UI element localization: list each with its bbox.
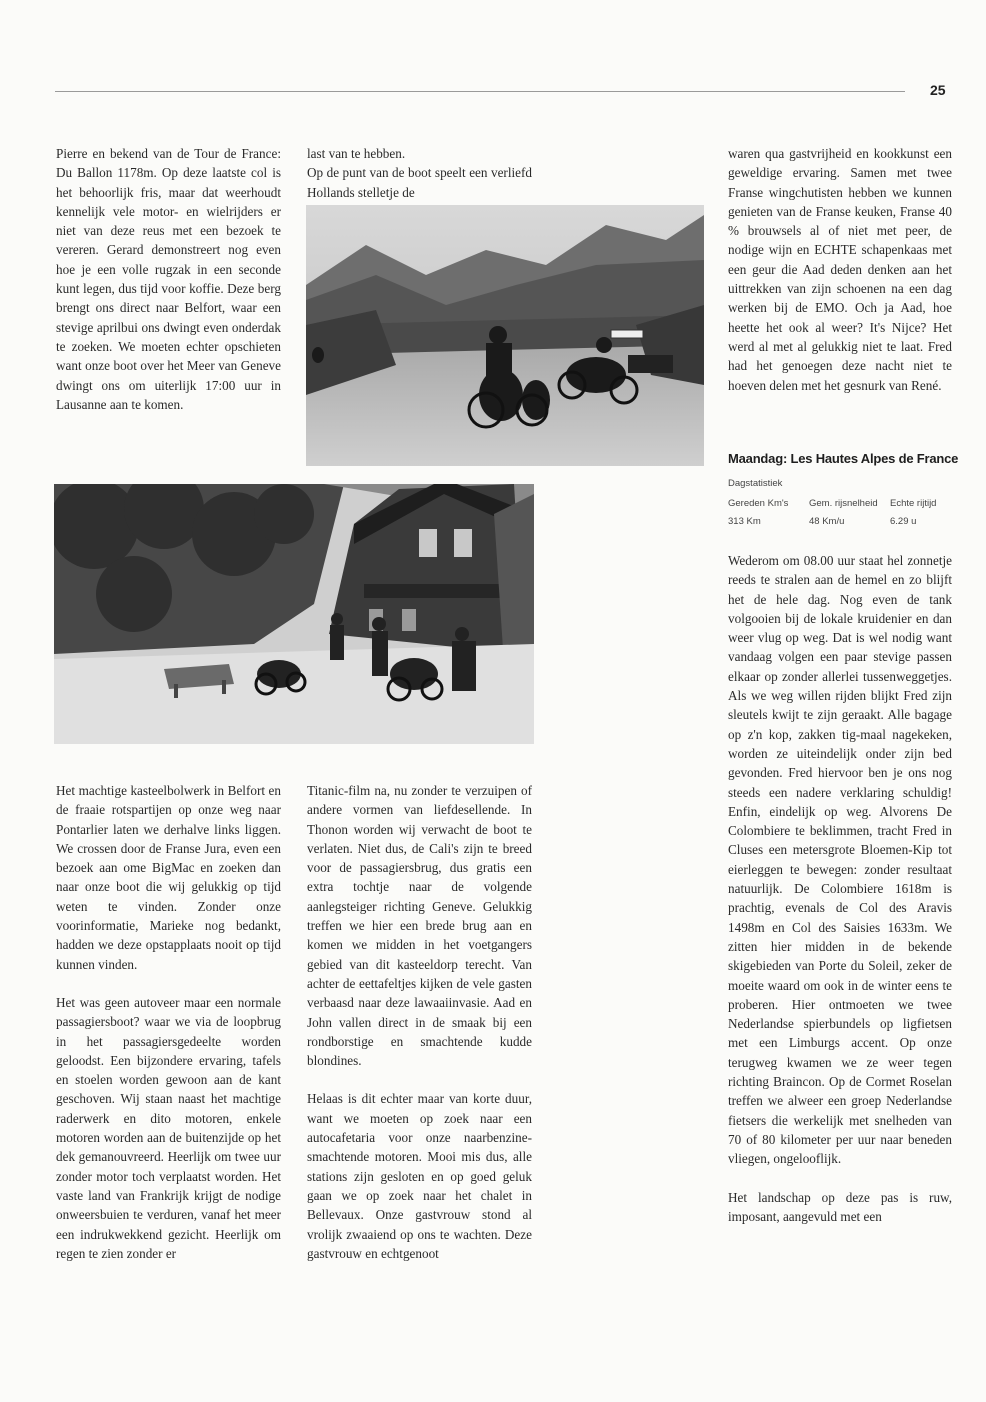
photo-chalet-graphic bbox=[54, 484, 534, 744]
column-1-top bbox=[56, 144, 281, 414]
paragraph: Titanic-film na, nu zonder te verzuipen of andere vormen van liefdesellende. In Thonon worden wij verwacht de boot te verlaten. Niet dus, de Cali's zijn te breed voor de passagiersbrug, dus gratis een extra tochtje naar de volgende aanlegsteiger richting Geneve. Gelukkig treffen we hier een brede brug aan en komen we midden in het voetgangers gebied van dit kasteeldorp terecht. Van achter de eettafeltjes kijken de vele gasten verbaasd naar deze lawaaiinvasie. Aad en John vallen direct in de smaak bij een rondborstige en smachtende kudde blondines. bbox=[307, 783, 532, 1069]
paragraph: waren qua gastvrijheid en kookkunst een geweldige ervaring. Samen met twee Franse wingchutisten hebben we kunnen genieten van de Franse keuken, Franse 40 % brouwsels al of niet met peer, de nodige wijn en ECHTE schapenkaas met een geur die Aad deden denken aan het uittrekken van zijn schoenen na een dag werken bij de EMO. Och ja Aad, hoe heette het ook al weer? It's Nijce? Het werd al met al gelukkig niet te laat. Fred had het genoegen deze nacht niet te hoeven delen met het gesnurk van René. bbox=[728, 146, 952, 393]
page-number: 25 bbox=[930, 82, 946, 98]
photo-chalet-motorcycles bbox=[54, 484, 534, 744]
day-stats bbox=[728, 477, 971, 531]
stats-header: Gem. rijsnelheid bbox=[809, 498, 878, 509]
stats-header-row bbox=[728, 495, 971, 513]
column-2-bottom bbox=[307, 781, 532, 1263]
column-3-top bbox=[728, 144, 952, 395]
paragraph: Het landschap op deze pas is ruw, imposant, aangevuld met een bbox=[728, 1189, 952, 1224]
paragraph: Wederom om 08.00 uur staat hel zonnetje reeds te stralen aan de hemel en zo blijft het de hele dag. Nog even de tank volgooien bij de lokale kruidenier en dan weer vlug op weg. Dat is wel nodig want vandaag volgen een paar stevige passen elkaar op zonder allerlei tussenweggetjes. Als we weg willen rijden blijkt Fred zijn sleutels kwijt te zijn geraakt. Alle bagage op z'n kop, zakken tig-maal nagekeken, worden ze uiteindelijk onder zijn bed gevonden. Fred hiervoor ben je ons nog steeds een nadere verklaring schuldig! Enfin, eindelijk op weg. Alvorens De Colombiere te beklimmen, tracht Fred in Cluses een metersgrote Bloemen-Kip tot eierleggen te bewegen: zonder resultaat natuurlijk. De Colombiere 1618m is prachtig, evenals de Col des Aravis 1498m en Col des Saisies 1633m. We zitten hier midden in de bekende skigebieden van Porte du Soleil, zeker de moeite waard om ook in de winter eens te proberen. Hier ontmoeten we twee Nederlandse spierbundels op ligfietsen met een Limburgs accent. Op onze terugweg kwamen we ze weer tegen richting Braincon. Op de Cormet Roselan treffen we alweer een groep Nederlandse fietsers die werkelijk met snelheden van 70 of 80 kilometer per uur naar beneden vliegen, ongelooflijk. bbox=[728, 553, 952, 1167]
column-1-bottom bbox=[56, 781, 281, 1263]
day-heading: Maandag: Les Hautes Alpes de France bbox=[728, 451, 959, 466]
photo-mountain-motorcycles bbox=[306, 205, 704, 466]
stats-caption: Dagstatistiek bbox=[728, 478, 783, 489]
stats-header: Gereden Km's bbox=[728, 498, 789, 509]
header-rule bbox=[55, 91, 905, 92]
photo-mountain-graphic bbox=[306, 205, 704, 466]
stats-value: 313 Km bbox=[728, 516, 761, 527]
paragraph: Het was geen autoveer maar een normale passagiersboot? waar we via de loopbrug in het passagiersgedeelte worden geloodst. Een bijzondere ervaring, tafels en stoelen worden gewoon aan de kant geschoven. Wij staan naast het machtige raderwerk en dito motoren, enkele motoren worden aan de buitenzijde op het dek gemanouvreerd. Heerlijk om twee uur zonder motor toch verplaatst worden. Het vaste land van Frankrijk krijgt de nodige onweersbuien te verduren, vanaf het meer een indrukwekkend gezicht. Heerlijk om regen te zien zonder er bbox=[56, 994, 281, 1261]
paragraph: Helaas is dit echter maar van korte duur, want we moeten op zoek naar een autocafetaria voor onze naarbenzine-smachtende motoren. Mooi mis dus, alle stations zijn gesloten en op goed geluk gaan we op zoek naar het chalet in Bellevaux. Onze gastvrouw stond al vrolijk zwaaiend op ons te wachten. Deze gastvrouw en echtgenoot bbox=[307, 1091, 532, 1261]
paragraph: Het machtige kasteelbolwerk in Belfort en de fraaie rotspartijen op onze weg naar Pontarlier laten we derhalve links liggen. We crossen door de Franse Jura, even een bezoek aan ome BigMac en zoeken dan naar onze boot die wij gelukkig op tijd weten te vinden. Zonder onze voorinformatie, Marieke nog bedankt, hadden we deze opstapplaats nooit op tijd kunnen vinden. bbox=[56, 783, 281, 972]
paragraph: Op de punt van de boot speelt een verliefd Hollands stelletje de bbox=[307, 165, 532, 200]
stats-header: Echte rijtijd bbox=[890, 498, 937, 509]
paragraph-line: last van te hebben. bbox=[307, 146, 406, 161]
stats-value-row bbox=[728, 513, 971, 531]
stats-value: 48 Km/u bbox=[809, 516, 845, 527]
column-2-top bbox=[307, 144, 532, 202]
column-3-bottom bbox=[728, 551, 952, 1226]
stats-value: 6.29 u bbox=[890, 516, 917, 527]
paragraph: Pierre en bekend van de Tour de France: Du Ballon 1178m. Op deze laatste col is het behoorlijk fris, maar dat weerhoudt kennelijk vele motor- en wielrijders er niet van deze reus met een bezoek te vereren. Gerard demonstreert nog even hoe je een volle rugzak in een seconde kunt legen, dus tijd voor koffie. Deze berg brengt ons direct naar Belfort, waar een stevige aprilbui ons dwingt even onderdak te zoeken. We moeten echter opschieten want onze boot over het Meer van Geneve dwingt ons om uiterlijk 17:00 uur in Lausanne aan te komen. bbox=[56, 146, 281, 412]
